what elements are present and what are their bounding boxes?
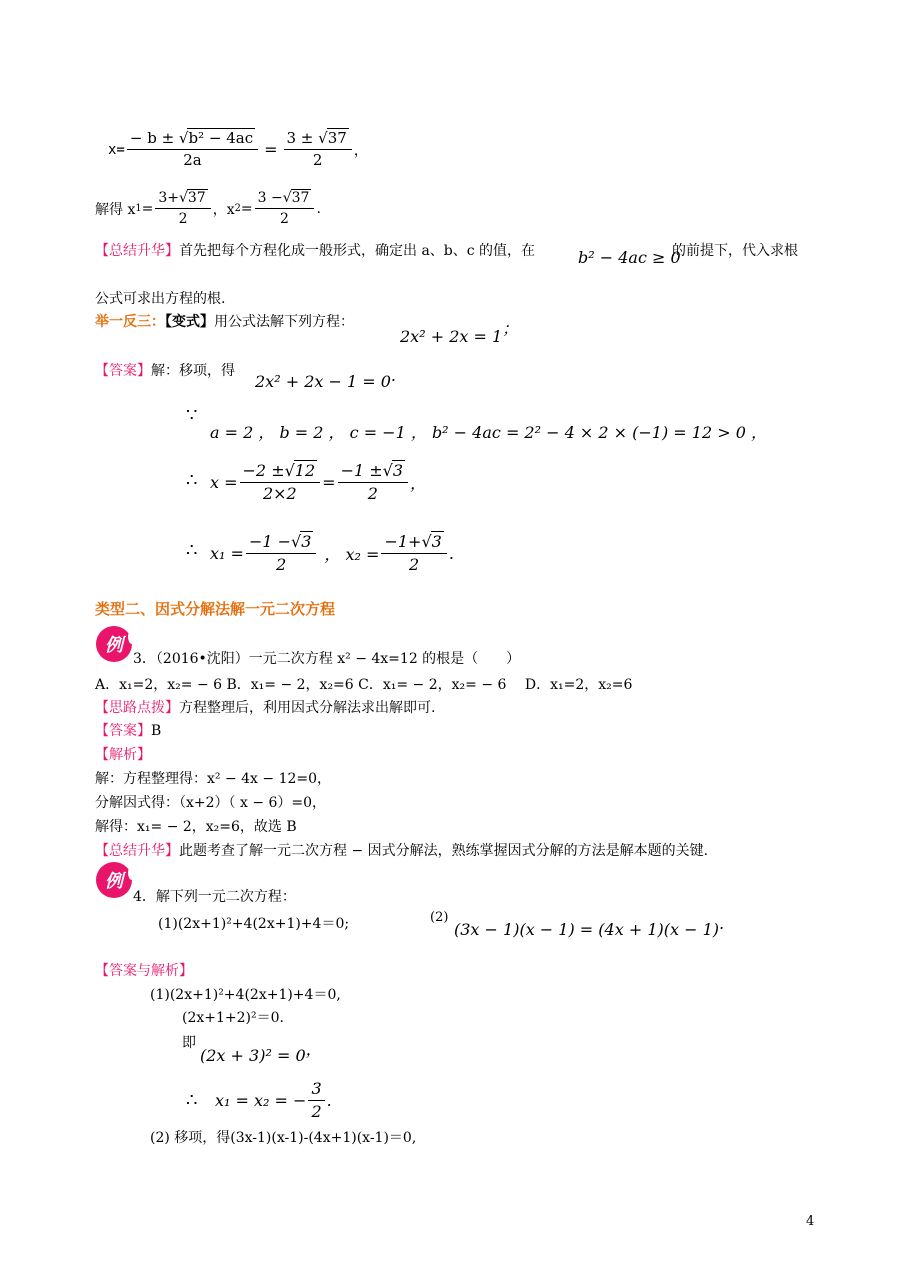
x2-equals: ， x₂ = [324, 545, 380, 565]
variant-equation [400, 319, 519, 347]
answer-analysis-tag: 【答案与解析】 [95, 963, 193, 979]
ji-prefix: 即 [182, 1035, 196, 1051]
final-root2-numerator: −1+ [384, 532, 422, 551]
root2-numerator: 3 − [257, 190, 283, 206]
section-title: 类型二、因式分解法解一元二次方程 [95, 600, 336, 618]
summary-tag: 【总结升华】 [95, 843, 179, 859]
equals-sign: = [322, 473, 336, 493]
comma: ， [305, 1040, 322, 1059]
because-symbol: ∵ [186, 405, 198, 426]
therefore-symbol: ∴ [186, 1090, 198, 1111]
separator: ，x [212, 201, 235, 218]
eval-fraction-2: $\frac{-1 \pm√3}{2}$ [338, 462, 408, 504]
variant-tag-a: 举一反三： [95, 314, 165, 330]
root1-radicand: 37 [187, 190, 206, 206]
result-numerator: 3 ± [286, 129, 314, 147]
period: . [326, 1091, 332, 1111]
analysis-line1: 解：方程整理得：x² − 4x − 12=0， [95, 771, 332, 787]
analysis-line2: 分解因式得：（x+2）（ x − 6）=0， [95, 795, 327, 811]
example4-part1: (1)(2x+1)²+4(2x+1)+4＝0; [158, 916, 350, 932]
final-root2: $\frac{-1+√3}{2}$ [381, 533, 446, 575]
answer-tag: 【答案】 [95, 723, 151, 739]
formula-line [108, 130, 368, 170]
analysis-tag: 【解析】 [95, 747, 151, 763]
root2-radicand: 37 [291, 190, 310, 206]
example-badge: 例 [96, 862, 132, 898]
root2-denominator: 2 [280, 211, 289, 228]
variant-tag-b: 【变式】 [165, 314, 214, 330]
discriminant-condition: b² − 4ac ≥ 0 [578, 248, 681, 267]
solution-line2: (2x+1+2)²＝0. [182, 1010, 284, 1026]
equals-sign: = [264, 140, 278, 160]
variant-line [95, 311, 354, 331]
example3-hint [95, 697, 435, 717]
result-fraction: $\frac{3 \pm √37}{2}$ [284, 130, 352, 170]
summary-text-b: 的前提下，代入求根 [672, 243, 798, 259]
eval1-radicand: 12 [294, 461, 316, 480]
final-root2-denominator: 2 [409, 555, 420, 575]
formula-numerator-left: − b ± [129, 129, 175, 147]
x-equals: x= [108, 141, 125, 158]
eval1-denominator: 2×2 [262, 484, 297, 504]
summary-tag: 【总结升华】 [95, 243, 179, 259]
square-equation: (2x + 3)² = 0 [200, 1046, 306, 1065]
final-root2-radicand: 3 [431, 532, 442, 551]
summary-paragraph [95, 240, 535, 260]
formula-denominator: 2a [183, 151, 202, 170]
formula-radicand: b² − 4ac [188, 129, 254, 147]
quadratic-formula-fraction: $\frac{\text{− b ± √b² − 4ac}}{2a}$ [127, 130, 258, 170]
eval-fraction-1: $\frac{-2 \pm√12}{2\times 2}$ [240, 462, 321, 504]
solution-line3-eq [200, 1040, 322, 1066]
period: . [719, 914, 725, 933]
summary-text: 此题考查了解一元二次方程 − 因式分解法，熟练掌握因式分解的方法是解本题的关键. [179, 843, 709, 859]
sub-1: 1 [135, 203, 142, 215]
page-number: 4 [806, 1214, 815, 1229]
double-root-eq: x₁ = x₂ = − [215, 1091, 307, 1111]
period: . [316, 200, 321, 217]
analysis-line3: 解得：x₁= − 2，x₂=6，故选 B [95, 819, 297, 835]
solution-line5: (2) 移项，得(3x-1)(x-1)-(4x+1)(x-1)＝0, [150, 1130, 417, 1146]
final-root1-radicand: 3 [301, 532, 312, 551]
result-radicand: 37 [327, 129, 347, 147]
variant-eq: 2x² + 2x = 1 [400, 327, 503, 346]
example3-question: 3．（2016•沈阳）一元二次方程 x² − 4x=12 的根是（ ） [133, 651, 521, 667]
final-roots [210, 533, 454, 575]
sub-2: 2 [234, 203, 241, 215]
solution-line1: (1)(2x+1)²+4(2x+1)+4＝0, [150, 987, 341, 1003]
roots-line [95, 190, 321, 227]
final-root1: $\frac{-1 -√3}{2}$ [246, 533, 316, 575]
double-root-fraction [308, 1080, 324, 1122]
x-equals: x = [210, 473, 238, 493]
double-root-numerator: 3 [308, 1080, 324, 1101]
example4-part2-equation [454, 914, 725, 939]
answer-line [95, 360, 235, 380]
answer-value: B [151, 723, 162, 739]
summary-line2: 公式可求出方程的根. [95, 291, 226, 307]
answer-tag: 【答案】 [95, 363, 151, 379]
comma: ， [353, 142, 368, 159]
moved-equation [255, 366, 397, 391]
eval2-radicand: 3 [392, 461, 404, 480]
summary-text-a: 首先把每个方程化成一般形式，确定出 a、b、c 的值，在 [179, 243, 536, 259]
eval1-numerator: −2 ± [242, 461, 285, 480]
eval2-denominator: 2 [367, 484, 378, 504]
answer-text: 解：移项，得 [151, 363, 235, 379]
part2-eq: (3x − 1)(x − 1) = (4x + 1)(x − 1) [454, 920, 719, 939]
x1-equals: x₁ = [210, 544, 244, 564]
example-badge: 例 [96, 626, 132, 662]
equals-sign: = [240, 200, 253, 217]
root1-fraction: $\frac{3+√37}{2}$ [155, 190, 210, 227]
variant-text: 用公式法解下列方程： [214, 314, 354, 330]
solution-line3 [182, 1032, 196, 1052]
result-denominator: 2 [312, 151, 323, 170]
example3-options: A．x₁=2，x₂= − 6 B．x₁= − 2，x₂=6 C．x₁= − 2，x₂= − 6 D．x₁=2，x₂=6 [95, 677, 633, 693]
final-root1-denominator: 2 [276, 555, 287, 575]
therefore-symbol: ∴ [186, 540, 198, 561]
period: . [448, 544, 454, 564]
comma: ， [410, 474, 427, 494]
hint-tag: 【思路点拨】 [95, 700, 179, 716]
coefficients-line: a = 2 ， b = 2 ， c = −1 ， b² − 4ac = 2² − 4 × 2 × (−1) = 12 > 0 ， [210, 423, 767, 442]
solution-line4 [215, 1080, 332, 1122]
example3-summary [95, 840, 708, 860]
therefore-symbol: ∴ [186, 470, 198, 491]
example4-question: 4．解下列一元二次方程： [133, 889, 296, 905]
eval2-numerator: −1 ± [340, 461, 383, 480]
final-root1-numerator: −1 − [248, 532, 292, 551]
root1-denominator: 2 [178, 211, 188, 228]
equals-sign: = [141, 200, 154, 217]
roots-prefix: 解得 x [95, 201, 136, 218]
root2-fraction: $\frac{3 -√37}{2}$ [255, 190, 315, 227]
period: . [390, 366, 397, 385]
double-root-denominator: 2 [311, 1102, 322, 1122]
hint-text: 方程整理后，利用因式分解法求出解即可. [179, 700, 436, 716]
example4-part2-label: (2) [430, 910, 449, 925]
moved-eq: 2x² + 2x − 1 = 0 [255, 372, 391, 391]
root1-numerator: 3+ [158, 190, 179, 206]
semicolon: ； [502, 319, 519, 338]
formula-evaluation [210, 462, 426, 504]
example3-answer [95, 720, 161, 740]
